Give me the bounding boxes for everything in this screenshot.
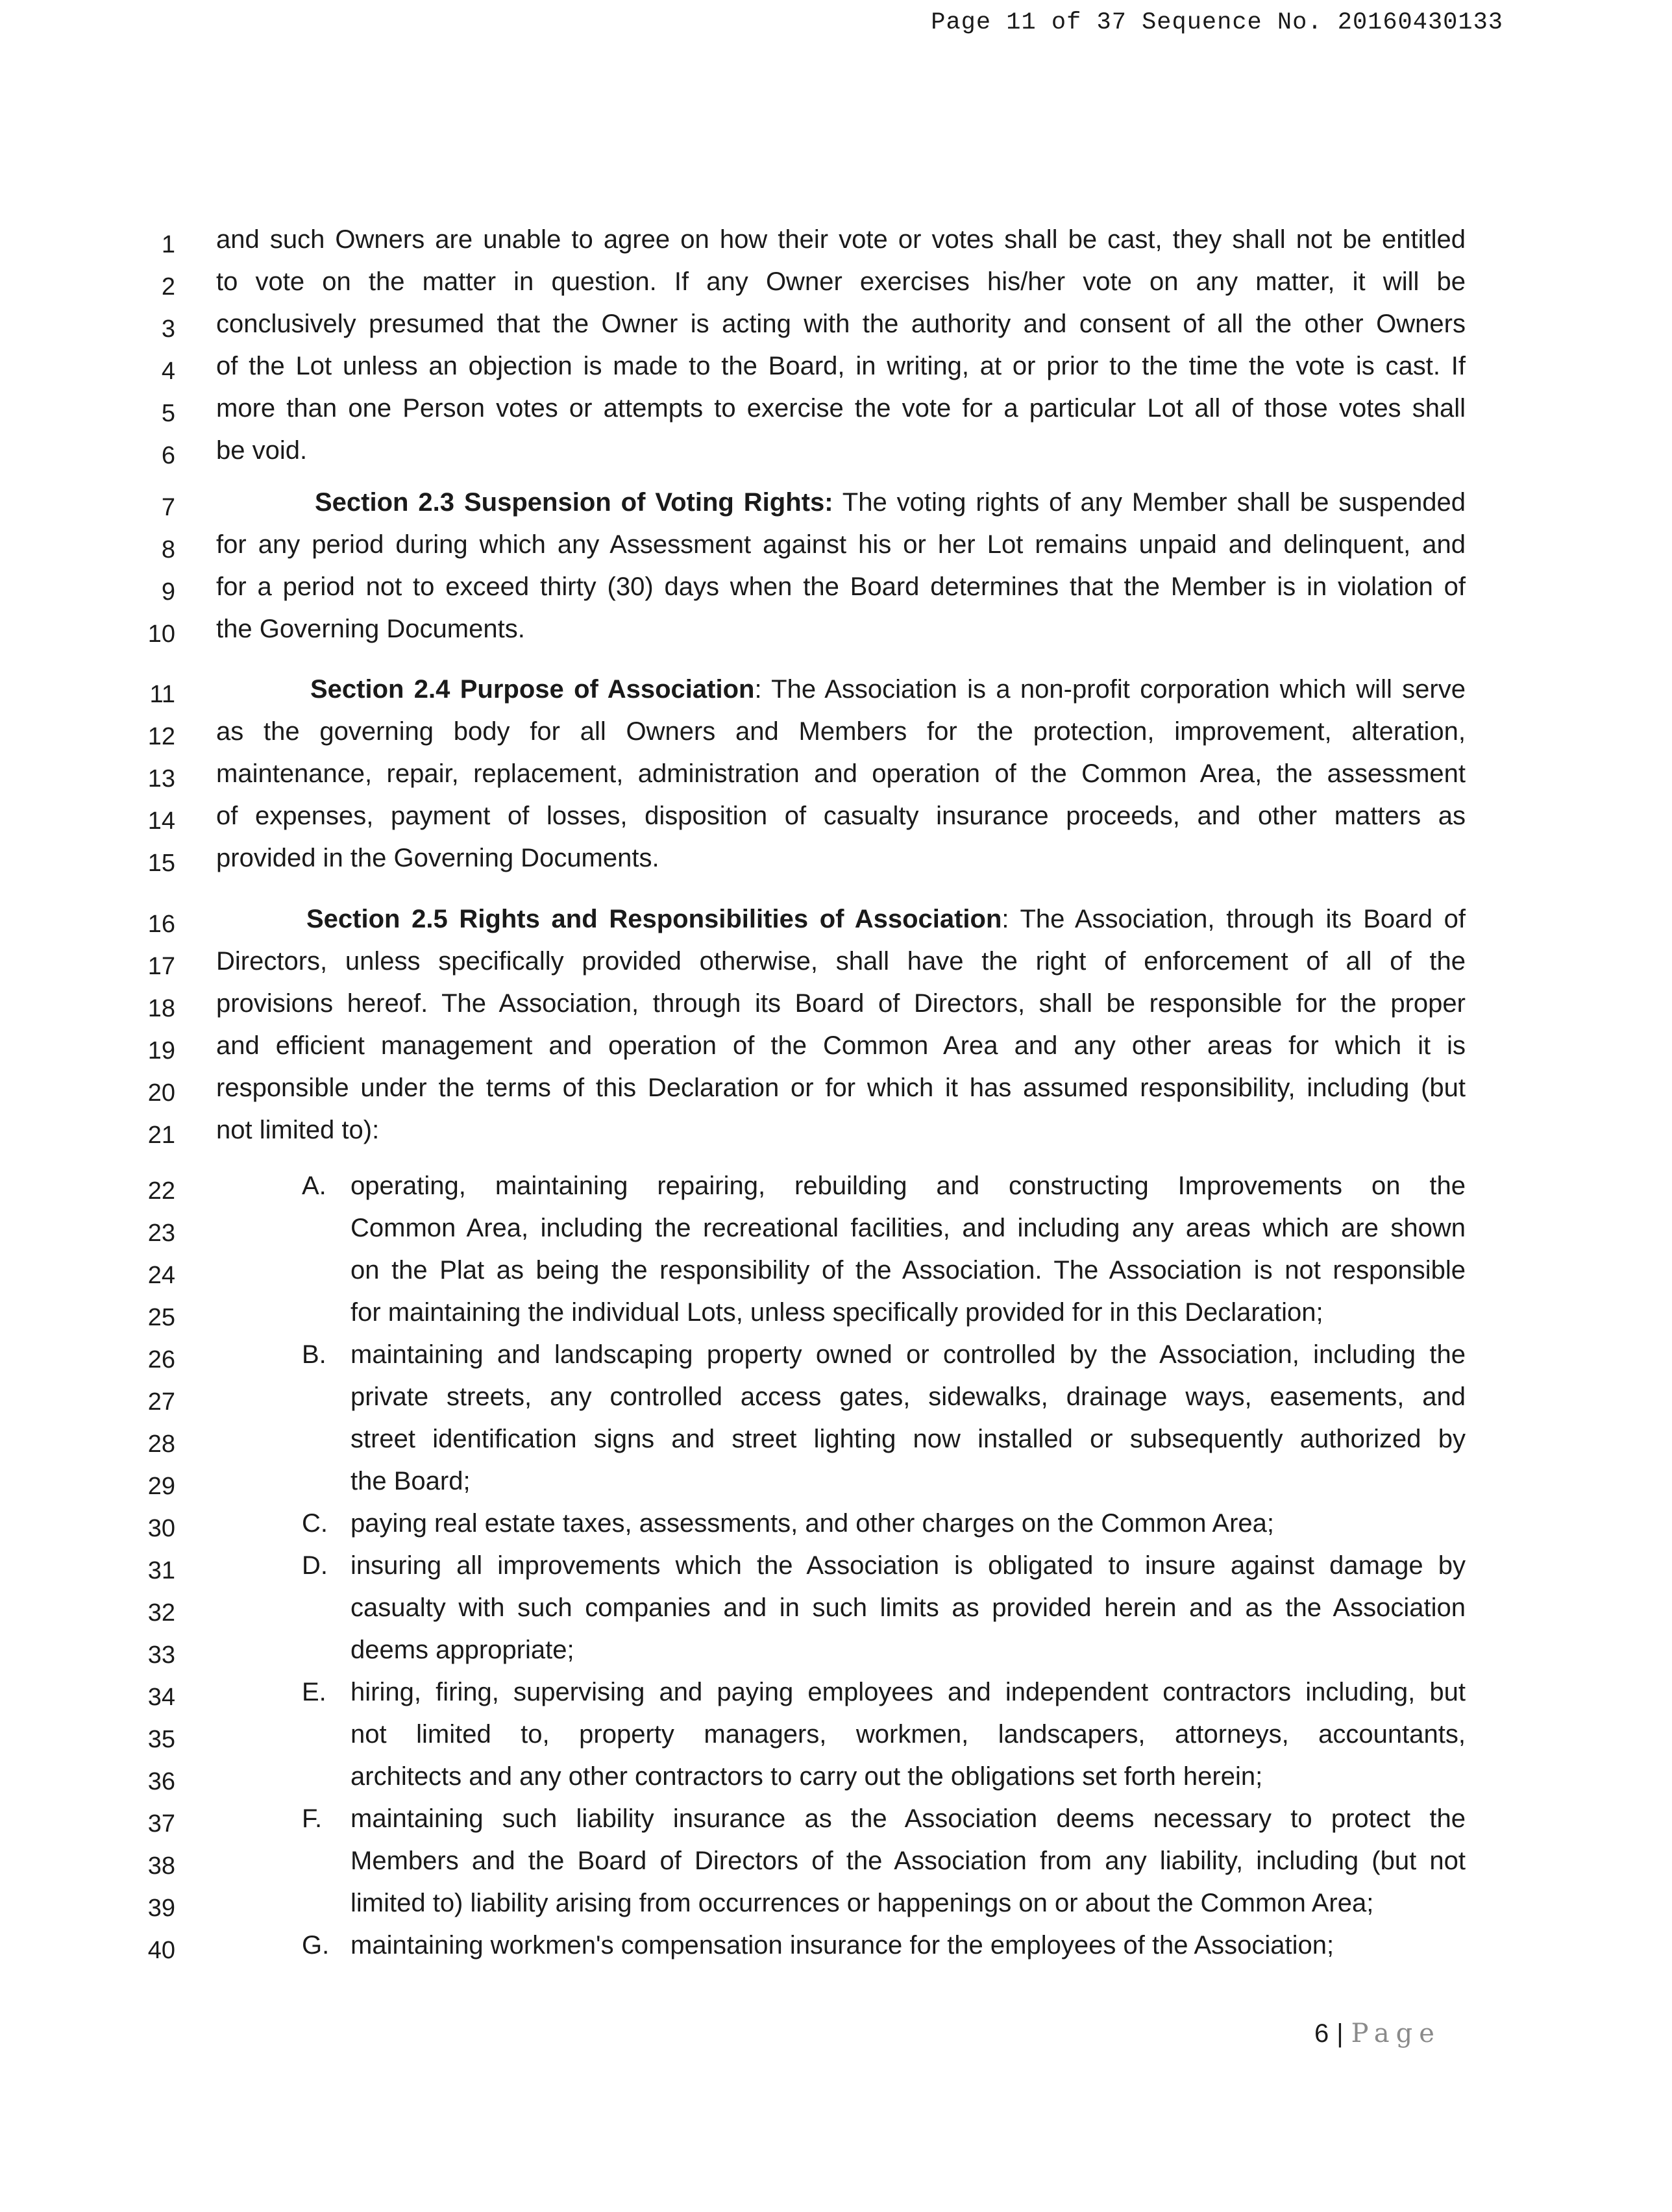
list-item-line: casualty with such companies and in such limits as provided herein and as the Association [350, 1593, 1466, 1622]
line-number: 24 [147, 1262, 175, 1289]
list-item-line: the Board; [350, 1467, 471, 1495]
section-heading: Section 2.5 Rights and Responsibilities of Association [306, 905, 1002, 933]
section-heading: Section 2.3 Suspension of Voting Rights: [315, 488, 833, 517]
line-number: 25 [147, 1304, 175, 1331]
line-number: 5 [161, 400, 175, 427]
paragraph-line: provided in the Governing Documents. [216, 844, 659, 872]
paragraph-line: responsible under the terms of this Declaration or for which it has assumed responsibility, including (but [216, 1074, 1466, 1102]
line-number: 18 [147, 995, 175, 1022]
list-item-line: hiring, firing, supervising and paying employees and independent contractors including, but [350, 1678, 1466, 1706]
list-item-line: maintaining workmen's compensation insurance for the employees of the Association; [350, 1931, 1334, 1960]
paragraph-line: not limited to): [216, 1116, 380, 1144]
paragraph-line: more than one Person votes or attempts to exercise the vote for a particular Lot all of those votes shall [216, 394, 1466, 423]
paragraph-line: conclusively presumed that the Owner is acting with the authority and consent of all the other Owners [216, 310, 1466, 338]
list-item-line: private streets, any controlled access gates, sidewalks, drainage ways, easements, and [350, 1382, 1466, 1411]
page-footer [1314, 2017, 1441, 2050]
line-number: 4 [161, 358, 175, 385]
line-number: 34 [147, 1684, 175, 1711]
list-item-label: G. [302, 1931, 330, 1960]
line-number: 9 [161, 578, 175, 606]
list-item-label: D. [302, 1551, 328, 1580]
list-item-label: E. [302, 1678, 326, 1706]
line-number: 31 [147, 1557, 175, 1584]
paragraph-line: maintenance, repair, replacement, administration and operation of the Common Area, the assessment [216, 759, 1466, 788]
paragraph-line: as the governing body for all Owners and Members for the protection, improvement, alteration, [216, 717, 1466, 746]
paragraph-line: of expenses, payment of losses, disposition of casualty insurance proceeds, and other matters as [216, 802, 1466, 830]
line-number: 3 [161, 315, 175, 343]
section-heading-line [315, 487, 1466, 518]
line-number: 10 [147, 621, 175, 648]
line-number: 29 [147, 1473, 175, 1500]
footer-separator: | [1336, 2019, 1344, 2048]
list-item-line: for maintaining the individual Lots, unless specifically provided for in this Declaration; [350, 1298, 1323, 1327]
list-item-line: Members and the Board of Directors of the Association from any liability, including (but not [350, 1847, 1466, 1875]
list-item-line: Common Area, including the recreational facilities, and including any areas which are shown [350, 1214, 1466, 1242]
paragraph-line: to vote on the matter in question. If any Owner exercises his/her vote on any matter, it will be [216, 267, 1466, 296]
list-item-line: maintaining such liability insurance as the Association deems necessary to protect the [350, 1804, 1466, 1833]
page-sequence-header: Page 11 of 37 Sequence No. 20160430133 [931, 9, 1503, 36]
line-number: 33 [147, 1641, 175, 1669]
line-number: 2 [161, 273, 175, 301]
section-heading: Section 2.4 Purpose of Association [310, 675, 755, 704]
list-item-line: on the Plat as being the responsibility of the Association. The Association is not responsible [350, 1256, 1466, 1284]
paragraph-line: for any period during which any Assessment against his or her Lot remains unpaid and delinquent, and [216, 530, 1466, 559]
section-heading-line [306, 903, 1466, 935]
line-number: 26 [147, 1346, 175, 1373]
line-number: 12 [147, 723, 175, 750]
line-number: 19 [147, 1037, 175, 1064]
page-number: 6 [1314, 2019, 1329, 2048]
line-number: 40 [147, 1937, 175, 1964]
line-number: 1 [161, 231, 175, 258]
list-item-line: architects and any other contractors to carry out the obligations set forth herein; [350, 1762, 1263, 1791]
list-item-line: maintaining and landscaping property owned or controlled by the Association, including the [350, 1340, 1466, 1369]
line-number: 39 [147, 1895, 175, 1922]
line-number: 14 [147, 807, 175, 835]
line-number: 35 [147, 1726, 175, 1753]
section-text: The voting rights of any Member shall be suspended [833, 488, 1466, 517]
line-number: 13 [147, 765, 175, 793]
list-item-line: limited to) liability arising from occurrences or happenings on or about the Common Area; [350, 1889, 1374, 1917]
list-item-label: B. [302, 1340, 326, 1369]
line-number: 17 [147, 953, 175, 980]
paragraph-line: and such Owners are unable to agree on how their vote or votes shall be cast, they shall not be entitled [216, 225, 1466, 254]
list-item-label: C. [302, 1509, 328, 1538]
line-number: 7 [161, 494, 175, 521]
paragraph-line: Directors, unless specifically provided otherwise, shall have the right of enforcement of all of the [216, 947, 1466, 976]
section-text: : The Association, through its Board of [1002, 905, 1466, 933]
list-item-line: insuring all improvements which the Association is obligated to insure against damage by [350, 1551, 1466, 1580]
line-number: 20 [147, 1079, 175, 1107]
paragraph-line: be void. [216, 436, 308, 465]
paragraph-line: the Governing Documents. [216, 615, 525, 643]
paragraph-line: and efficient management and operation of the Common Area and any other areas for which it is [216, 1031, 1466, 1060]
section-text: : The Association is a non-profit corporation which will serve [754, 675, 1466, 704]
line-number: 36 [147, 1768, 175, 1795]
line-number: 37 [147, 1810, 175, 1837]
list-item-label: F. [302, 1804, 323, 1833]
paragraph-line: for a period not to exceed thirty (30) days when the Board determines that the Member is in violation of [216, 572, 1466, 601]
line-number: 27 [147, 1388, 175, 1416]
line-number: 16 [147, 911, 175, 938]
line-number: 30 [147, 1515, 175, 1542]
list-item-line: operating, maintaining repairing, rebuilding and constructing Improvements on the [350, 1172, 1466, 1200]
line-number: 11 [149, 681, 175, 708]
line-number: 21 [147, 1122, 175, 1149]
line-number: 22 [147, 1177, 175, 1205]
paragraph-line: of the Lot unless an objection is made to the Board, in writing, at or prior to the time the vote is cast. If [216, 352, 1466, 380]
line-number: 23 [147, 1220, 175, 1247]
line-number: 32 [147, 1599, 175, 1627]
paragraph-line: provisions hereof. The Association, through its Board of Directors, shall be responsible for the proper [216, 989, 1466, 1018]
list-item-line: not limited to, property managers, workmen, landscapers, attorneys, accountants, [350, 1720, 1466, 1749]
section-heading-line [310, 674, 1466, 705]
line-number: 8 [161, 536, 175, 563]
list-item-line: paying real estate taxes, assessments, and other charges on the Common Area; [350, 1509, 1275, 1538]
list-item-line: street identification signs and street lighting now installed or subsequently authorized by [350, 1425, 1466, 1453]
line-number: 15 [147, 850, 175, 877]
page-word: Page [1351, 2019, 1441, 2048]
line-number: 6 [161, 442, 175, 469]
line-number: 28 [147, 1431, 175, 1458]
line-number: 38 [147, 1852, 175, 1880]
list-item-label: A. [302, 1172, 326, 1200]
list-item-line: deems appropriate; [350, 1636, 574, 1664]
